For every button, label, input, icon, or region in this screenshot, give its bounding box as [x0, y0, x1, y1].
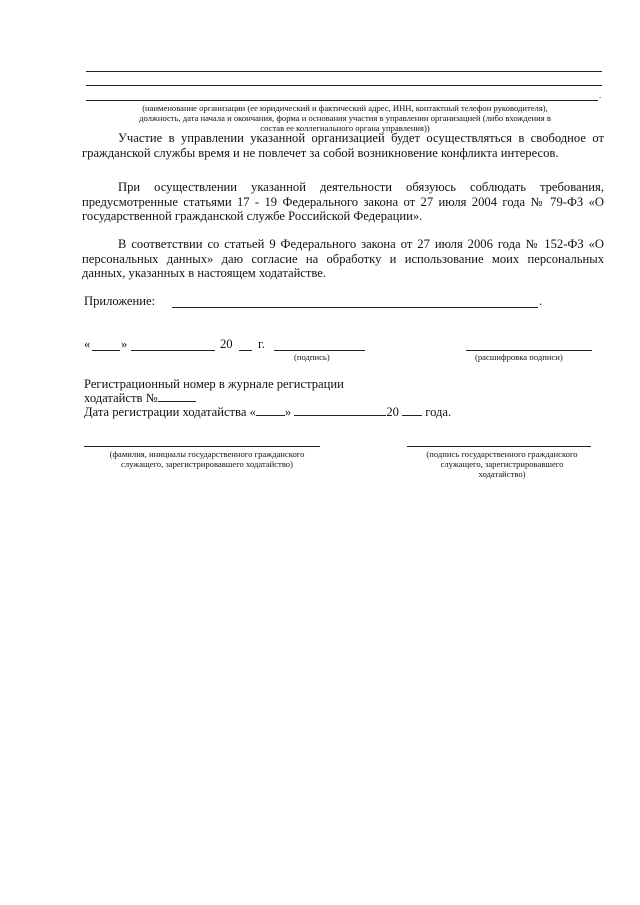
registration-line-2 [84, 391, 196, 406]
attachment-label: Приложение: [84, 294, 156, 308]
registration-line-3 [84, 405, 451, 420]
org-end-mark: . [599, 90, 602, 100]
registration-number-field[interactable] [158, 391, 196, 402]
registrar-signature-caption-line-3: ходатайство) [478, 469, 526, 479]
date-open-quote: « [84, 337, 91, 351]
date-year-suffix: г. [258, 337, 265, 351]
registrar-name-caption [84, 449, 330, 469]
registration-number-label: ходатайств № [84, 391, 158, 405]
date-day-field[interactable] [92, 350, 120, 351]
attachment-end-mark: . [539, 294, 543, 308]
org-caption [80, 103, 610, 133]
date-year-field[interactable] [239, 350, 252, 351]
registration-line-1: Регистрационный номер в журнале регистрации [84, 377, 344, 391]
date-month-field[interactable] [131, 350, 215, 351]
registration-date-close-quote: » [284, 405, 292, 419]
registration-date-prefix: Дата регистрации ходатайства « [84, 405, 256, 419]
registration-year-field[interactable] [402, 405, 422, 416]
org-caption-line-1: (наименование организации (ее юридический и фактический адрес, ИНН, контактный телефон руководителя), [142, 103, 548, 113]
signature-decoding-line[interactable] [466, 350, 592, 351]
org-line-3 [86, 100, 598, 101]
signature-line[interactable] [274, 350, 365, 351]
registrar-signature-caption-line-1: (подпись государственного гражданского [426, 449, 578, 459]
date-year-prefix: 20 [220, 337, 233, 351]
registration-month-field[interactable] [294, 405, 386, 416]
registrar-name-caption-line-2: служащего, зарегистрировавшего ходатайство) [121, 459, 293, 469]
paragraph-personal-data-consent: В соответствии со статьей 9 Федерального закона от 27 июля 2006 года № 152-ФЗ «О персональных данных» даю согласие на обработку и использование моих персональных данных, указанных в настоящем ходатайстве. [82, 237, 604, 281]
registration-year-prefix: 20 [386, 405, 399, 419]
signature-caption: (подпись) [294, 352, 330, 362]
attachment-line[interactable] [172, 307, 538, 308]
paragraph-conflict-of-interest: Участие в управлении указанной организацией будет осуществляться в свободное от гражданской службы время и не повлечет за собой возникновение конфликта интересов. [82, 131, 604, 160]
registrar-signature-caption [400, 449, 604, 479]
registrar-name-caption-line-1: (фамилия, инициалы государственного гражданского [109, 449, 305, 459]
paragraph-obligations: При осуществлении указанной деятельности обязуюсь соблюдать требования, предусмотренные статьями 17 - 19 Федерального закона от 27 июля 2004 года № 79-ФЗ «О государственной гражданской службе Российской Федерации». [82, 180, 604, 224]
org-caption-line-2: должность, дата начала и окончания, форма и основания участия в управлении организацией (либо вхождения в [139, 113, 551, 123]
registrar-name-line[interactable] [84, 446, 320, 447]
org-line-1 [86, 71, 602, 72]
signature-decoding-caption: (расшифровка подписи) [475, 352, 563, 362]
registrar-signature-caption-line-2: служащего, зарегистрировавшего [440, 459, 564, 469]
registration-day-field[interactable] [256, 405, 285, 416]
registration-date-suffix: года. [425, 405, 452, 419]
org-caption-line-3: состав ее коллегиального органа управления)) [260, 123, 430, 133]
date-close-quote: » [121, 337, 128, 351]
registrar-signature-line[interactable] [407, 446, 591, 447]
org-line-2 [86, 85, 602, 86]
